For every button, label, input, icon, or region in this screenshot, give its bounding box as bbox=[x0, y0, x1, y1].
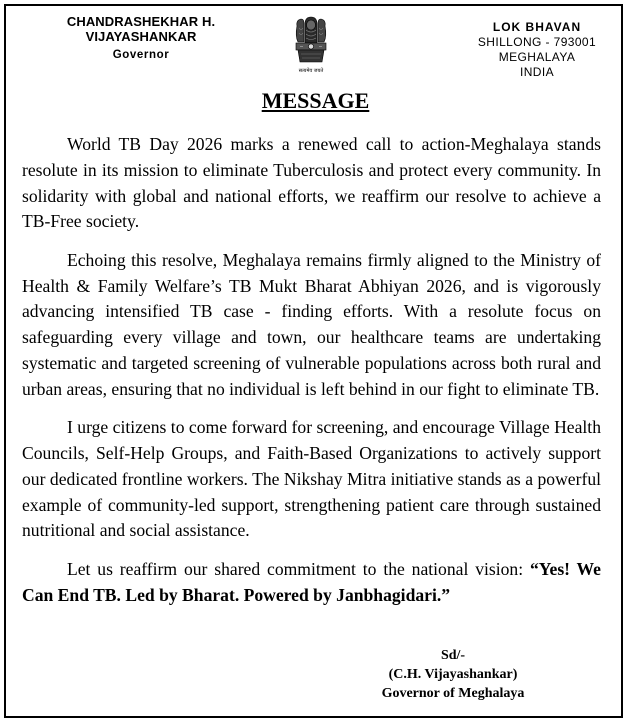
message-paragraph: World TB Day 2026 marks a renewed call to action-Meghalaya stands resolute in its mission to eliminate Tuberculosis and protect every community. In solidarity with global and national efforts, we reaffirm our resolve to achieve a TB-Free society. bbox=[22, 134, 601, 232]
signature-block bbox=[348, 646, 558, 703]
message-paragraph: I urge citizens to come forward for screening, and encourage Village Health Councils, Self-Help Groups, and Faith-Based Organizations to actively support our dedicated frontline workers. The Nikshay Mitra initiative stands as a powerful example of community-led support, strengthening patient care through sustained nutritional and social assistance. bbox=[22, 417, 601, 541]
closing-paragraph bbox=[22, 557, 601, 609]
governor-name: CHANDRASHEKHAR H. VIJAYASHANKAR bbox=[66, 14, 216, 44]
address-line: SHILLONG - 793001 bbox=[477, 35, 597, 49]
signatory-name: (C.H. Vijayashankar) bbox=[388, 667, 518, 682]
address-line: LOK BHAVAN bbox=[492, 20, 582, 34]
closing-slogan: “Yes! We Can End TB. Led by Bharat. Powered by Janbhagidari.” bbox=[22, 558, 601, 605]
signatory-title: Governor of Meghalaya bbox=[381, 686, 525, 701]
state-emblem bbox=[291, 16, 331, 76]
address-line: MEGHALAYA bbox=[498, 50, 576, 64]
sender-block bbox=[10, 14, 272, 61]
emblem-motto: सत्यमेव जयते bbox=[298, 68, 324, 74]
page-title: MESSAGE bbox=[261, 88, 370, 113]
address-line: INDIA bbox=[519, 65, 554, 79]
message-paragraph: Echoing this resolve, Meghalaya remains firmly aligned to the Ministry of Health & Family Welfare’s TB Mukt Bharat Abhiyan 2026, and is vigorously advancing intensified TB case - finding efforts. With a resolute focus on safeguarding every village and town, our healthcare teams are undertaking systematic and targeted screening of vulnerable populations across both rural and urban areas, ensuring that no individual is left behind in our fight to eliminate TB. bbox=[22, 249, 601, 399]
message-body bbox=[22, 132, 601, 608]
signature-sd: Sd/- bbox=[440, 648, 466, 663]
lion-capital-icon bbox=[291, 16, 331, 68]
address-block bbox=[470, 20, 604, 80]
closing-text: Let us reaffirm our shared commitment to the national vision: bbox=[67, 558, 530, 579]
governor-title: Governor bbox=[112, 49, 170, 61]
